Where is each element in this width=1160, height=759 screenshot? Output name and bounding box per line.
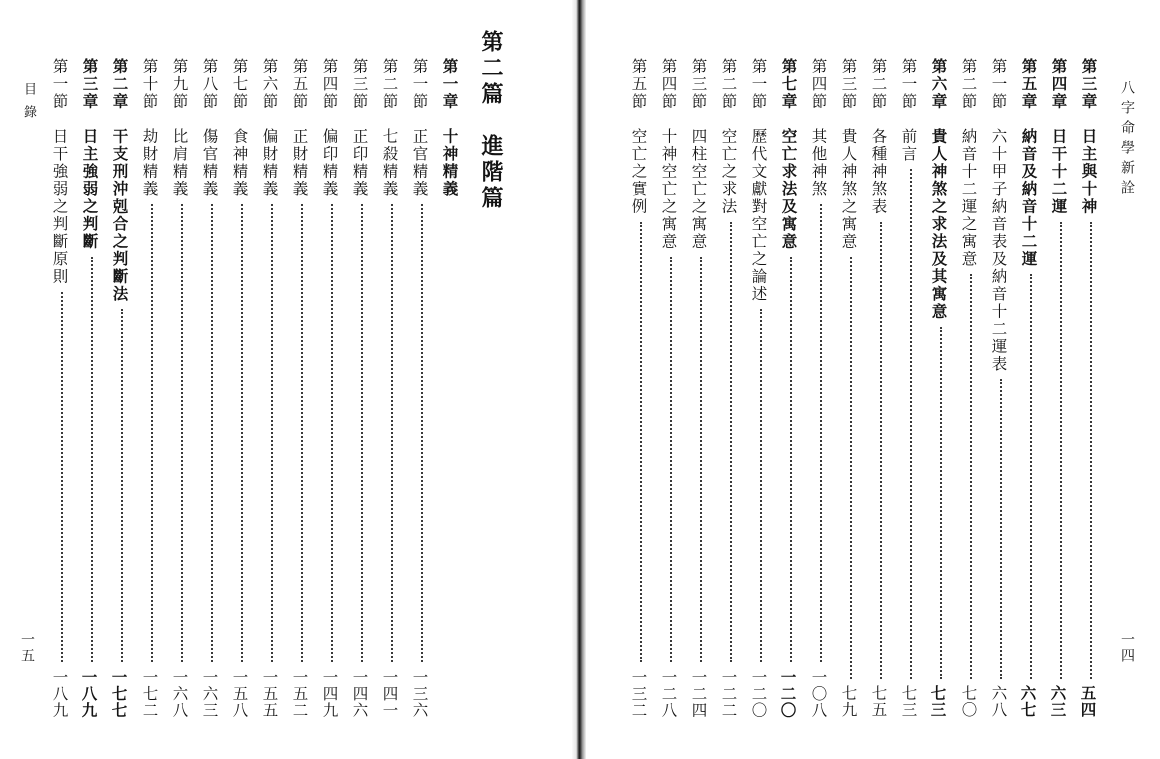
toc-entry bbox=[377, 58, 407, 718]
toc-entry bbox=[77, 58, 107, 718]
right-page bbox=[588, 0, 1160, 759]
toc-entry-page: 一七二 bbox=[140, 668, 159, 718]
toc-entry-page: 一四六 bbox=[350, 668, 369, 718]
dot-leader bbox=[910, 169, 912, 679]
dot-leader bbox=[1060, 222, 1062, 679]
toc-entry bbox=[1046, 58, 1076, 718]
dot-leader bbox=[1000, 379, 1002, 679]
toc-entry bbox=[47, 58, 77, 718]
toc-entry-title: 第一節 前言 bbox=[899, 58, 918, 163]
toc-entry bbox=[746, 58, 776, 718]
toc-entry-page: 七九 bbox=[839, 685, 858, 718]
toc-entry-page: 七三 bbox=[928, 685, 948, 718]
toc-entry-title: 第三節 貴人神煞之寓意 bbox=[839, 58, 858, 251]
toc-entry-title: 第六節 偏財精義 bbox=[260, 58, 279, 198]
toc-entry-page: 一〇八 bbox=[809, 668, 828, 718]
toc-entry bbox=[956, 58, 986, 718]
dot-leader bbox=[91, 257, 93, 662]
toc-entry-title: 第二節 納音十二運之寓意 bbox=[959, 58, 978, 268]
toc-entry-page: 一五五 bbox=[260, 668, 279, 718]
toc-entry-title: 第四節 偏印精義 bbox=[320, 58, 339, 198]
dot-leader bbox=[670, 257, 672, 662]
dot-leader bbox=[1090, 222, 1092, 679]
part-title: 第二篇 進階篇 bbox=[478, 30, 504, 212]
toc-entry-page: 六七 bbox=[1018, 685, 1038, 718]
page-number-right: 一四 bbox=[1119, 632, 1135, 664]
toc-entry-page: 一二八 bbox=[659, 668, 678, 718]
toc-entry bbox=[347, 58, 377, 718]
toc-entry-page: 一三六 bbox=[410, 668, 429, 718]
toc-entry-title: 第三節 正印精義 bbox=[350, 58, 369, 198]
toc-entry-page: 一八九 bbox=[50, 668, 69, 718]
toc-entry bbox=[227, 58, 257, 718]
toc-entry-title: 第二節 各種神煞表 bbox=[869, 58, 888, 216]
toc-entry-title: 第三章 日主與十神 bbox=[1079, 58, 1098, 216]
toc-entry bbox=[317, 58, 347, 718]
toc-entry bbox=[686, 58, 716, 718]
toc-entry-title: 第七節 食神精義 bbox=[230, 58, 249, 198]
toc-entry-title: 第六章 貴人神煞之求法及其寓意 bbox=[929, 58, 948, 321]
toc-entry bbox=[437, 58, 467, 718]
dot-leader bbox=[790, 257, 792, 662]
toc-entry bbox=[257, 58, 287, 718]
dot-leader bbox=[421, 204, 423, 662]
toc-entry-page: 一六八 bbox=[170, 668, 189, 718]
dot-leader bbox=[850, 257, 852, 679]
toc-entry-title: 第四節 十神空亡之寓意 bbox=[659, 58, 678, 251]
toc-entry bbox=[287, 58, 317, 718]
toc-entry-title: 第四章 日干十二運 bbox=[1049, 58, 1068, 216]
toc-entry-page: 一四九 bbox=[320, 668, 339, 718]
toc-entry-title: 第七章 空亡求法及寓意 bbox=[779, 58, 798, 251]
dot-leader bbox=[1030, 274, 1032, 679]
toc-entry bbox=[986, 58, 1016, 718]
toc-entry-page: 一三二 bbox=[629, 668, 648, 718]
toc-entry-title: 第一節 日干強弱之判斷原則 bbox=[50, 58, 69, 286]
toc-entry bbox=[716, 58, 746, 718]
toc-entry-title: 第三章 日主強弱之判斷 bbox=[80, 58, 99, 251]
toc-entry-title: 第二節 空亡之求法 bbox=[719, 58, 738, 216]
toc-entry-title: 第五章 納音及納音十二運 bbox=[1019, 58, 1038, 268]
dot-leader bbox=[241, 204, 243, 662]
dot-leader bbox=[181, 204, 183, 662]
toc-entry-page: 七〇 bbox=[959, 685, 978, 718]
dot-leader bbox=[970, 274, 972, 679]
dot-leader bbox=[760, 309, 762, 662]
toc-entry-page: 一二二 bbox=[719, 668, 738, 718]
toc-entry-title: 第一章 十神精義 bbox=[440, 58, 459, 198]
toc-entry-title: 第一節 歷代文獻對空亡之論述 bbox=[749, 58, 768, 303]
toc-entry-page: 一五八 bbox=[230, 668, 249, 718]
toc-entry bbox=[1016, 58, 1046, 718]
section-label: 目錄 bbox=[21, 82, 36, 128]
toc-entry bbox=[806, 58, 836, 718]
toc-entry-title: 第一節 六十甲子納音表及納音十二運表 bbox=[989, 58, 1008, 373]
toc-entry-page: 一八九 bbox=[79, 668, 99, 718]
toc-entry bbox=[866, 58, 896, 718]
toc-entry-page: 一二四 bbox=[689, 668, 708, 718]
dot-leader bbox=[271, 204, 273, 662]
dot-leader bbox=[61, 292, 63, 662]
dot-leader bbox=[331, 204, 333, 662]
toc-entry-title: 第二章 干支刑沖剋合之判斷法 bbox=[110, 58, 129, 303]
dot-leader bbox=[640, 222, 642, 662]
dot-leader bbox=[700, 257, 702, 662]
book-spine bbox=[572, 0, 586, 759]
toc-entry-page: 一四一 bbox=[380, 668, 399, 718]
toc-entry-title: 第三節 四柱空亡之寓意 bbox=[689, 58, 708, 251]
toc-entry-title: 第五節 空亡之實例 bbox=[629, 58, 648, 216]
dot-leader bbox=[151, 204, 153, 662]
running-title: 八字命學新詮 bbox=[1119, 80, 1135, 200]
toc-entry bbox=[776, 58, 806, 718]
toc-entry bbox=[926, 58, 956, 718]
dot-leader bbox=[361, 204, 363, 662]
toc-entry bbox=[167, 58, 197, 718]
toc-entry-page: 七三 bbox=[899, 685, 918, 718]
toc-entry-title: 第二節 七殺精義 bbox=[380, 58, 399, 198]
toc-entry bbox=[407, 58, 437, 718]
toc-entry bbox=[137, 58, 167, 718]
dot-leader bbox=[211, 204, 213, 662]
dot-leader bbox=[121, 309, 123, 662]
dot-leader bbox=[391, 204, 393, 662]
toc-entry-page: 一六三 bbox=[200, 668, 219, 718]
toc-entry-title: 第十節 劫財精義 bbox=[140, 58, 159, 198]
toc-entry bbox=[836, 58, 866, 718]
toc-entry bbox=[626, 58, 656, 718]
dot-leader bbox=[940, 327, 942, 679]
toc-entry bbox=[896, 58, 926, 718]
toc-entry-title: 第四節 其他神煞 bbox=[809, 58, 828, 198]
toc-entry-title: 第五節 正財精義 bbox=[290, 58, 309, 198]
toc-entry-page: 五四 bbox=[1078, 685, 1098, 718]
toc-entry-page: 六三 bbox=[1048, 685, 1068, 718]
dot-leader bbox=[730, 222, 732, 662]
toc-entry-title: 第一節 正官精義 bbox=[410, 58, 429, 198]
toc-entry bbox=[197, 58, 227, 718]
toc-entry bbox=[656, 58, 686, 718]
toc-entry bbox=[107, 58, 137, 718]
toc-entry-title: 第八節 傷官精義 bbox=[200, 58, 219, 198]
dot-leader bbox=[880, 222, 882, 679]
toc-entry-page: 六八 bbox=[989, 685, 1008, 718]
left-page bbox=[0, 0, 570, 759]
toc-entry-page: 一五二 bbox=[290, 668, 309, 718]
toc-entry-page: 一七七 bbox=[109, 668, 129, 718]
toc-entry-title: 第九節 比肩精義 bbox=[170, 58, 189, 198]
page-number-left: 一五 bbox=[19, 632, 35, 664]
dot-leader bbox=[301, 204, 303, 662]
toc-entry-page: 一二〇 bbox=[749, 668, 768, 718]
toc-entry-page: 一二〇 bbox=[778, 668, 798, 718]
dot-leader bbox=[820, 204, 822, 662]
toc-entry bbox=[1076, 58, 1106, 718]
toc-entry-page: 七五 bbox=[869, 685, 888, 718]
